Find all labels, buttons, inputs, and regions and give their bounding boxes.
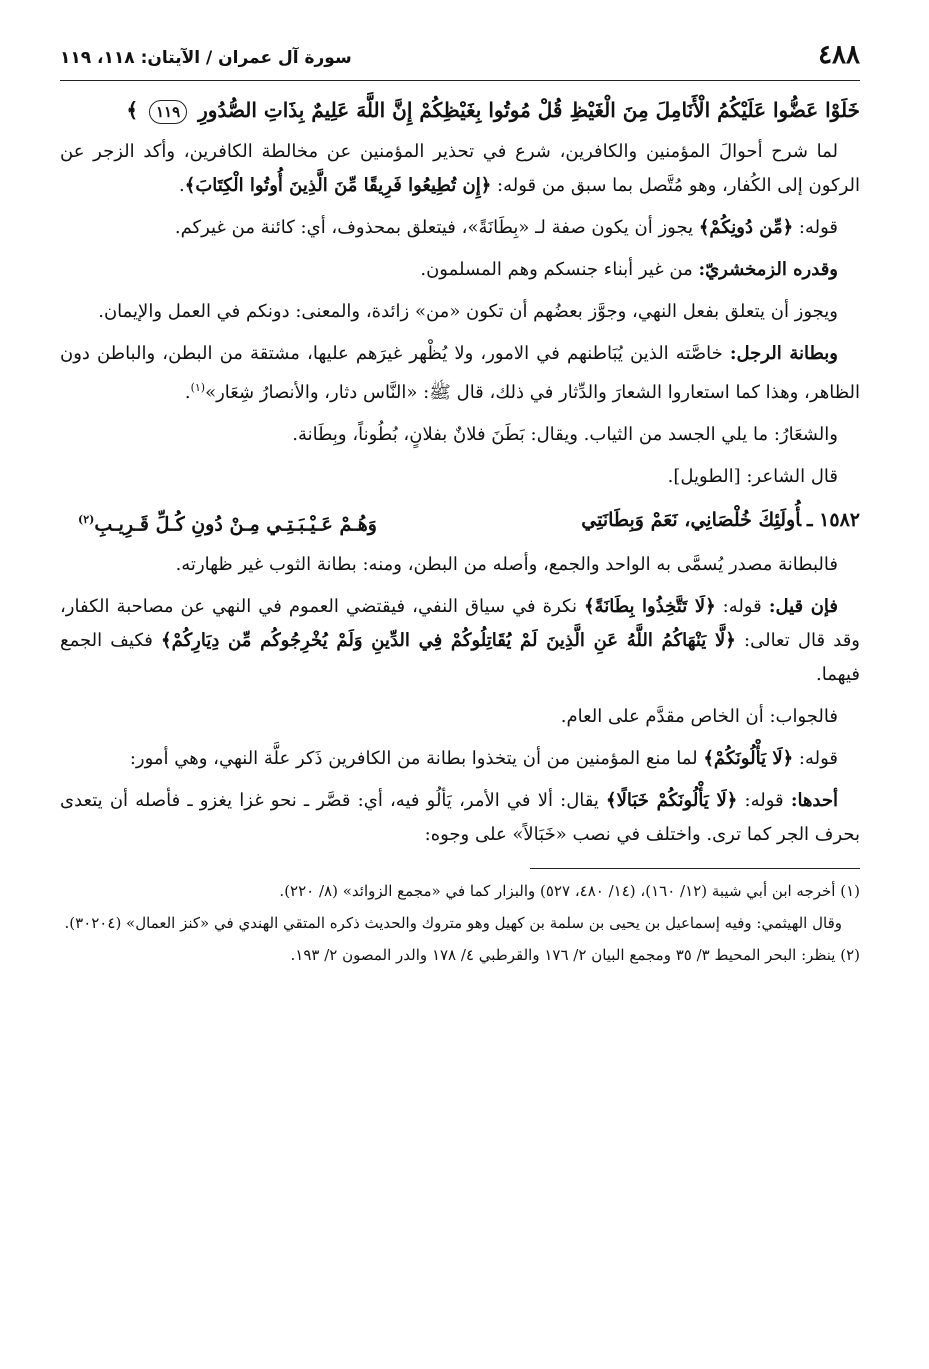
lead-term: فإن قيل: — [768, 596, 839, 618]
ayah-number-marker: ١١٩ — [149, 100, 187, 124]
hemistich-text: أُولَئِكَ خُلْصَانِي، نَعَمْ وَبِطَانَتِي — [581, 509, 801, 531]
quran-quote: ﴿إِن تُطِيعُوا فَرِيقًا مِّنَ الَّذِينَ أُوتُوا الْكِتَابَ﴾ — [184, 175, 492, 196]
paragraph-text: ويجوز أن يتعلق بفعل النهي، وجوَّز بعضُهم أن تكون «من» زائدة، والمعنى: دونكم في العمل والإيمان. — [98, 301, 838, 322]
paragraph-text: قوله: — [793, 748, 838, 770]
hemistich-text: وَهُـمْ عَـيْـبَـتِـي مِـنْ دُونِ كُـلِّ قَـرِيـبِ — [94, 513, 377, 536]
footnote-divider — [530, 868, 860, 869]
paragraph-text: قوله: — [715, 596, 769, 618]
paragraph-text: فالجواب: أن الخاص مقدَّم على العام. — [560, 706, 838, 728]
paragraph-12 — [60, 784, 860, 852]
quran-quote: ﴿لَا يَأْلُونَكُمْ﴾ — [703, 748, 794, 770]
verse-bracket-close: ﴾ — [126, 98, 139, 122]
lead-term: وبطانة الرجل: — [729, 343, 838, 364]
lead-term: وقدره الزمخشريّ: — [698, 259, 838, 280]
paragraph-text: والشعَارُ: ما يلي الجسد من الثياب. ويقال: بَطَنَ فلانٌ بفلانٍ، بُطُوناً، وبِطَانة. — [292, 424, 838, 445]
paragraph-end: . — [184, 382, 191, 403]
footnote-ref[interactable]: (١) — [190, 381, 206, 394]
paragraph-text: قوله: — [737, 790, 791, 812]
quran-quote: ﴿مِّن دُونِكُمْ﴾ — [698, 217, 794, 238]
paragraph-6 — [60, 418, 860, 452]
paragraph-end: . — [179, 175, 185, 196]
footnote-1: (١) أخرجه ابن أبي شيبة (١٢/ ١٦٠)، (١٤/ ٤٨٠، ٥٢٧) والبزار كما في «مجمع الزوائد» (٨/ ٢٢٠). — [279, 882, 860, 901]
paragraph-8 — [60, 548, 860, 582]
paragraph-11 — [60, 742, 860, 776]
paragraph-text: لما شرح أحوالَ المؤمنين والكافرين، شرع في تحذير المؤمنين عن مخالطة الكافرين، وأكد الزجر عن الركون إلى الكُفار، وهو مُتَّصل بما سبق من قوله: — [60, 141, 860, 196]
quran-verse — [60, 91, 860, 129]
quran-quote: ﴿لَا يَأْلُونَكُمْ خَبَالًا﴾ — [606, 790, 738, 812]
page-header — [60, 40, 860, 81]
footnotes — [60, 877, 860, 969]
footnote-2: (٢) ينظر: البحر المحيط ٣/ ٣٥ ومجمع البيان ٢/ ١٧٦ والقرطبي ٤/ ١٧٨ والدر المصون ٢/ ١٩٣. — [290, 946, 860, 965]
poem-number: ١٥٨٢ ـ — [806, 509, 860, 531]
book-page — [60, 40, 860, 1340]
running-title: سورة آل عمران / الآيتان: ١١٨، ١١٩ — [60, 48, 352, 68]
paragraph-text: فكيف الجمع فيهما. — [60, 630, 860, 686]
paragraph-text: لما منع المؤمنين من أن يتخذوا بطانة من الكافرين ذَكر علَّة النهي، وهي أمور: — [129, 748, 704, 770]
quran-quote: ﴿لَّا يَنْهَاكُمُ اللَّهُ عَنِ الَّذِينَ لَمْ يُقَاتِلُوكُمْ فِي الدِّينِ وَلَمْ يُخْرِجُوكُم مِّن دِيَارِكُمْ﴾ — [161, 630, 736, 652]
footnote-1-continuation: وقال الهيثمي: وفيه إسماعيل بن يحيى بن سلمة بن كهيل وهو متروك والحديث ذكره المتقي الهندي في «كنز العمال» (٣٠٢٠٤). — [64, 914, 842, 933]
poem-second-hemistich — [60, 502, 377, 542]
verse-text: خَلَوْا عَضُّوا عَلَيْكُمُ الْأَنَامِلَ مِنَ الْغَيْظِ قُلْ مُوتُوا بِغَيْظِكُمْ إِنَّ اللَّهَ عَلِيمٌ بِذَاتِ الصُّدُورِ — [198, 98, 860, 122]
paragraph-text: يجوز أن يكون صفة لـ «بِطَانَةً»، فيتعلق بمحذوف، أي: كائنة من غيركم. — [174, 217, 699, 238]
paragraph-4 — [60, 295, 860, 329]
poem-line — [60, 502, 860, 542]
quran-quote: ﴿لَا تَتَّخِذُوا بِطَانَةً﴾ — [584, 596, 716, 618]
paragraph-5 — [60, 337, 860, 410]
paragraph-text: قال الشاعر: [الطويل]. — [667, 466, 838, 487]
footnote-ref[interactable]: (٢) — [78, 513, 95, 526]
lead-term: أحدها: — [790, 790, 839, 812]
paragraph-text: نكرة في سياق النفي، فيقتضي العموم في النهي عن مصاحبة الكفار، وقد قال تعالى: — [60, 596, 860, 652]
paragraph-text: فالبطانة مصدر يُسمَّى به الواحد والجمع، وأصله من البطن، ومنه: بطانة الثوب غير ظهارته. — [175, 554, 838, 576]
paragraph-1 — [60, 135, 860, 203]
paragraph-3 — [60, 253, 860, 287]
paragraph-text: خاصَّته الذين يُبَاطنهم في الامور، ولا يُظْهر غيرَهم عليها، مشتقة من البطن، والباطن دون الظاهر، وهذا كما استعاروا الشعارَ والدِّثار في ذلك، قال ﷺ: «النَّاس دثار، والأنصارُ شِعَار» — [60, 343, 860, 403]
page-body — [60, 91, 860, 969]
poem-first-hemistich — [581, 502, 860, 542]
paragraph-text: من غير أبناء جنسكم وهم المسلمون. — [420, 259, 699, 280]
paragraph-9 — [60, 590, 860, 692]
page-number: ٤٨٨ — [818, 40, 860, 70]
paragraph-7 — [60, 460, 860, 494]
paragraph-text: قوله: — [793, 217, 838, 238]
paragraph-text: يقال: ألا في الأمر، يَألُو فيه، أي: قصَّر ـ نحو غزا يغزو ـ فأصله أن يتعدى بحرف الجر كما ترى. واختلف في نصب «خَبَالاً» على وجوه: — [60, 790, 860, 846]
paragraph-2 — [60, 211, 860, 245]
paragraph-10 — [60, 700, 860, 734]
